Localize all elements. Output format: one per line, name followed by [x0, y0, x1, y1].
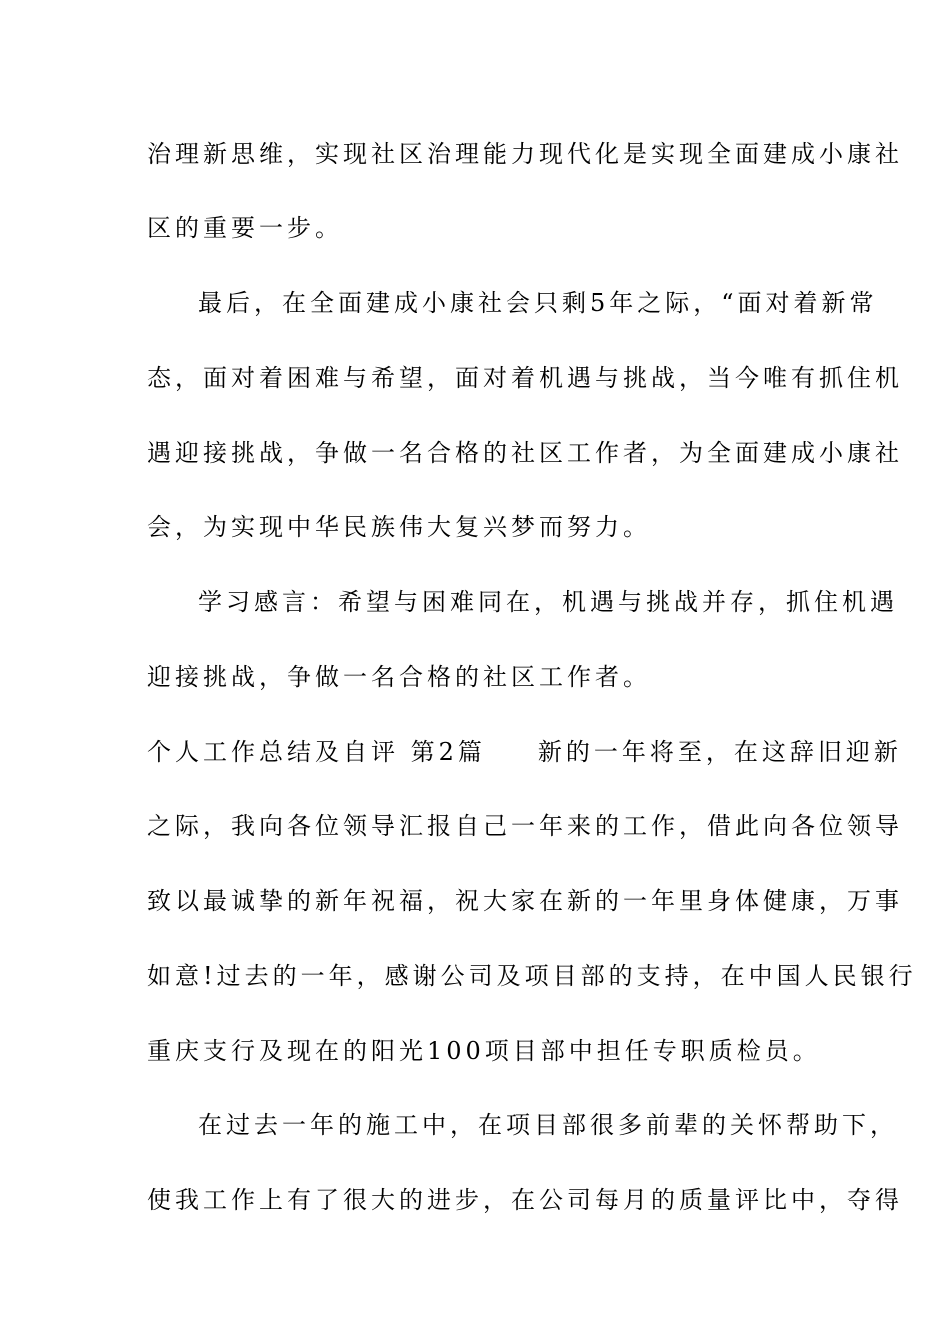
- paragraph-line: 区的重要一步。: [147, 214, 343, 242]
- section-heading-line: [147, 736, 902, 768]
- paragraph-line: 治理新思维，实现社区治理能力现代化是实现全面建成小康社: [147, 140, 903, 168]
- paragraph-line: 在过去一年的施工中，在项目部很多前辈的关怀帮助下，: [198, 1111, 898, 1139]
- paragraph-line: 之际，我向各位领导汇报自己一年来的工作，借此向各位领导: [147, 812, 903, 840]
- paragraph-line: 致以最诚挚的新年祝福，祝大家在新的一年里身体健康，万事: [147, 887, 903, 915]
- paragraph-line: 学习感言：希望与困难同在，机遇与挑战并存，抓住机遇: [198, 588, 898, 616]
- section-heading: 个人工作总结及自评 第2篇: [147, 738, 486, 766]
- paragraph-line: 重庆支行及现在的阳光100项目部中担任专职质检员。: [147, 1037, 821, 1065]
- paragraph-text: 新的一年将至，在这辞旧迎新: [537, 738, 902, 766]
- paragraph-line: 迎接挑战，争做一名合格的社区工作者。: [147, 663, 651, 691]
- paragraph-line: 态，面对着困难与希望，面对着机遇与挑战，当今唯有抓住机: [147, 364, 903, 392]
- paragraph-line: 如意!过去的一年，感谢公司及项目部的支持，在中国人民银行: [147, 962, 917, 990]
- paragraph-line: 遇迎接挑战，争做一名合格的社区工作者，为全面建成小康社: [147, 439, 903, 467]
- paragraph-line: 会，为实现中华民族伟大复兴梦而努力。: [147, 513, 651, 541]
- paragraph-line: 使我工作上有了很大的进步，在公司每月的质量评比中，夺得: [147, 1186, 903, 1214]
- paragraph-line: 最后，在全面建成小康社会只剩5年之际，“面对着新常: [198, 289, 878, 317]
